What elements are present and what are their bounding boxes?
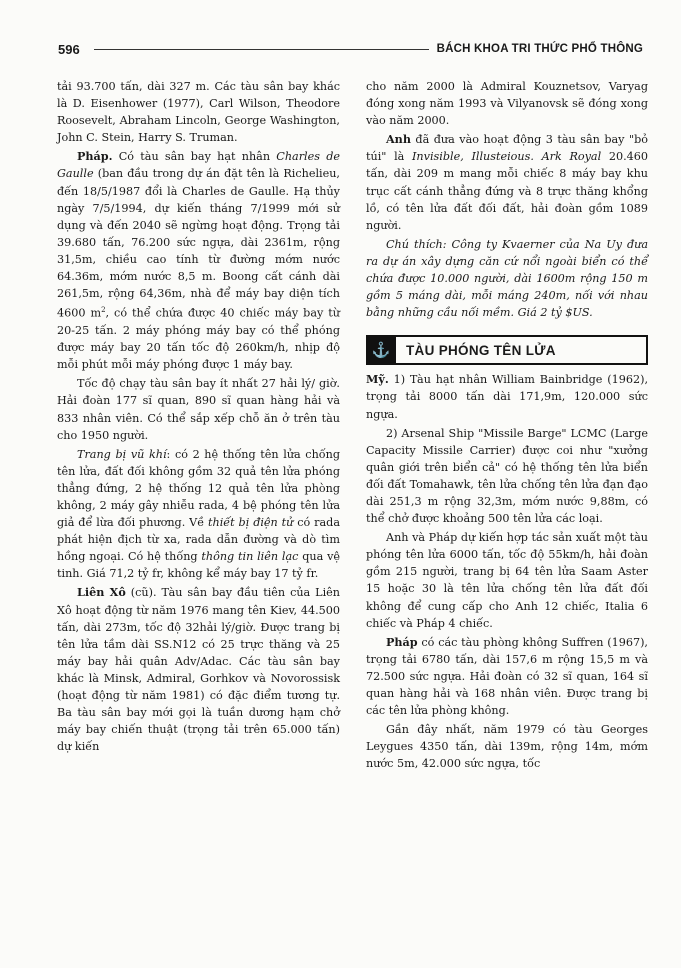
paragraph: Anh đã đưa vào hoạt động 3 tàu sân bay "bỏ túi" là Invisible, Illusteious. Ark Royal 20.460 tấn, dài 209 m mang mỗi chiếc 8 máy bay khu trục cất cánh thẳng đứng và 8 trực thăng khổng lồ, có tên lửa đất đối đất, hải đoàn gồm 1089 người. xyxy=(366,132,648,232)
paragraph: Tốc độ chạy tàu sân bay ít nhất 27 hải lý/ giờ. Hải đoàn 177 sĩ quan, 890 sĩ quan hàng hải và 833 nhân viên. Có thể sắp xếp chỗ ăn ở trên tàu cho 1950 người. xyxy=(57,377,340,442)
paragraph: Chú thích: Công ty Kvaerner của Na Uy đưa ra dự án xây dựng căn cứ nổi ngoài biển có thể chứa được 10.000 người, dài 1600m rộng 150 m gồm 5 máng dài, mỗi máng 240m, nối với nhau bằng những cầu nối mềm. Giá 2 tỷ $US. xyxy=(366,237,648,320)
page-header xyxy=(58,38,643,60)
paragraph: Anh và Pháp dự kiến hợp tác sản xuất một tàu phóng tên lửa 6000 tấn, tốc độ 55km/h, hải đoàn gồm 215 người, trang bị 64 tên lửa Saam Aster 15 hoặc 30 là tên lửa chống tên lửa đất đối không để cung cấp cho Anh 12 chiếc, Italia 6 chiếc và Pháp 4 chiếc. xyxy=(366,531,648,630)
country-lead: Pháp. xyxy=(77,149,113,164)
page-number: 596 xyxy=(58,41,80,57)
section-heading xyxy=(366,335,648,365)
book-title: BÁCH KHOA TRI THỨC PHỔ THÔNG xyxy=(436,43,643,55)
header-rule xyxy=(94,49,429,50)
country-lead: Pháp xyxy=(386,634,418,649)
paragraph: cho năm 2000 là Admiral Kouznetsov, Varyag đóng xong năm 1993 và Vilyanovsk sẽ đóng xong vào năm 2000. xyxy=(366,80,648,128)
ship-name: Charles de Gaulle xyxy=(57,150,341,181)
left-column xyxy=(57,78,340,757)
paragraph: Mỹ. 1) Tàu hạt nhân William Bainbridge (1962), trọng tải 8000 tấn dài 171,9m, 120.000 sức ngựa. xyxy=(366,372,648,421)
paragraph: Gần đây nhất, năm 1979 có tàu Georges Leygues 4350 tấn, dài 139m, rộng 14m, mớm nước 5m, 42.000 sức ngựa, tốc xyxy=(366,723,648,771)
country-lead: Mỹ. xyxy=(366,372,389,387)
paragraph: Trang bị vũ khí: có 2 hệ thống tên lửa chống tên lửa, đất đối không gồm 32 quả tên lửa phóng thẳng đứng, 2 hệ thống 12 quả tên lửa phòng không, 2 máy gây nhiễu rada, 4 bệ phóng tên lửa giả để lừa đối phương. Về thiết bị điện tử có rada phát hiện địch từ xa, rada dẫn đường và dò tìm hồng ngoại. Có hệ thống thông tin liên lạc qua vệ tinh. Giá 71,2 tỷ fr, không kể máy bay 17 tỷ fr. xyxy=(57,447,341,581)
paragraph: 2) Arsenal Ship "Missile Barge" LCMC (Large Capacity Missile Carrier) được coi như "xưởng quân giới trên biển cả" có hệ thống tên lửa biển đối đất Tomahawk, tên lửa chống tên lửa đạn đạo dài 251,3 m rộng 32,3m, mớm nước 9,88m, có thể chở được khoảng 500 tên lửa các loại. xyxy=(366,426,648,526)
ship-icon: ⚓ xyxy=(368,337,396,363)
country-lead: Liên Xô xyxy=(77,585,126,600)
country-lead: Anh xyxy=(386,132,411,147)
paragraph: Pháp có các tàu phòng không Suffren (1967), trọng tải 6780 tấn, dài 157,6 m rộng 15,5 m và 72.500 sức ngựa. Hải đoàn có 32 sĩ quan, 164 sĩ quan hàng hải và 168 nhân viên. Được trang bị các tên lửa phòng không. xyxy=(366,634,648,718)
paragraph: tải 93.700 tấn, dài 327 m. Các tàu sân bay khác là D. Eisenhower (1977), Carl Wilson, Theodore Roosevelt, Abraham Lincoln, George Washington, John C. Stein, Harry S. Truman. xyxy=(57,80,340,145)
paragraph: Liên Xô (cũ). Tàu sân bay đầu tiên của Liên Xô hoạt động từ năm 1976 mang tên Kiev, 44.500 tấn, dài 273m, tốc độ 32hải lý/giờ. Được trang bị tên lửa tầm dài SS.N12 có 25 trực thăng và 25 máy bay hải quân Adv/Adac. Các tàu sân bay khác là Minsk, Admiral, Gorhkov và Novorossisk (hoạt động từ năm 1981) có đặc điểm tương tự. Ba tàu sân bay mới gọi là tuần dương hạm chở máy bay chiến thuật (trọng tải trên 65.000 tấn) dự kiến xyxy=(57,585,340,754)
section-title: TÀU PHÓNG TÊN LỬA xyxy=(406,342,556,358)
right-column xyxy=(366,78,648,774)
paragraph: Pháp. Có tàu sân bay hạt nhân Charles de Gaulle (ban đầu trong dự án đặt tên là Richelieu, đến 18/5/1987 đổi là Charles de Gaulle. Hạ thủy ngày 7/5/1994, dự kiến tháng 7/1999 mới sử dụng và đến 2040 sẽ ngừng hoạt động. Trọng tải 39.680 tấn, 76.200 sức ngựa, dài 2361m, rộng 31,5m, chiều cao tính từ đường mớm nước 64.36m, mớm nước 8,5 m. Boong cất cánh dài 261,5m, rộng 64,36m, nhà để máy bay diện tích 4600 $m^2$, có thể chứa được 40 chiếc máy bay từ 20-25 tấn. 2 máy phóng máy bay có thể phóng được máy bay 20 tấn tốc độ 260km/h, nhịp độ mỗi phút mỗi máy phóng được 1 máy bay. xyxy=(57,149,341,372)
